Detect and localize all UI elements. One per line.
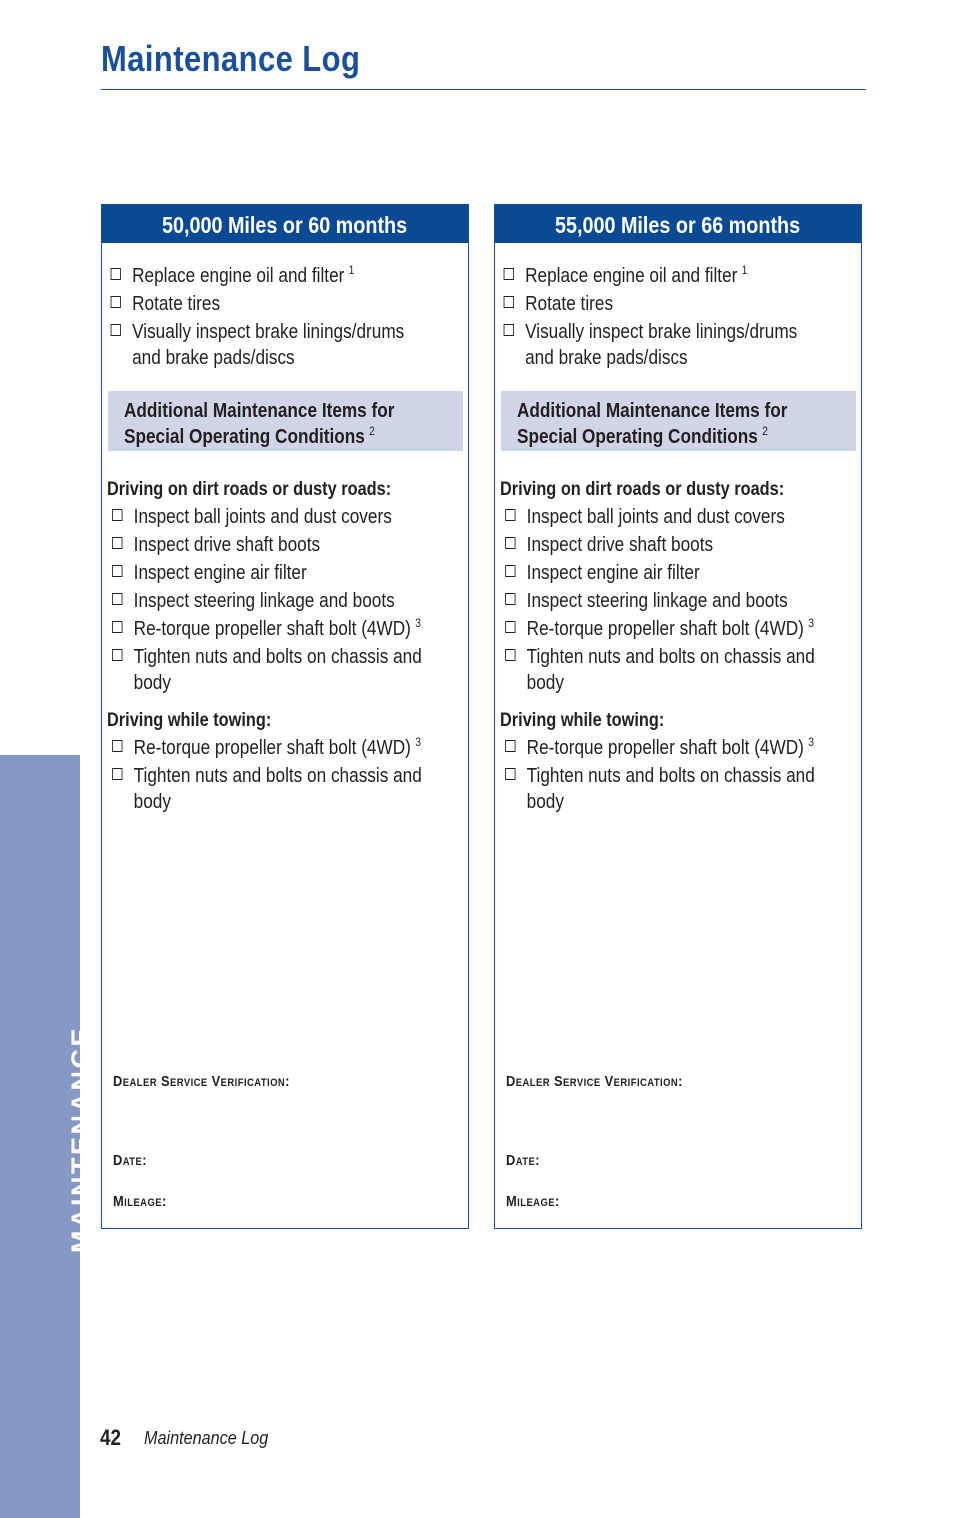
checkbox[interactable] <box>505 537 515 549</box>
checklist-item: Inspect drive shaft boots <box>500 532 853 558</box>
checkbox[interactable] <box>505 649 515 661</box>
panel-header: 55,000 Miles or 66 months <box>495 205 861 243</box>
checklist-item: Re-torque propeller shaft bolt (4WD) $^3$ <box>107 735 460 761</box>
section-heading-dirt-roads: Driving on dirt roads or dusty roads: <box>500 479 785 500</box>
checklist-item: Inspect steering linkage and boots <box>500 588 853 614</box>
page-number: 42 <box>100 1425 122 1450</box>
checklist-item: Re-torque propeller shaft bolt (4WD) $^3$ <box>107 616 460 642</box>
section-heading-towing: Driving while towing: <box>107 710 272 731</box>
dealer-verification-label: Dealer Service Verification: <box>113 1073 290 1090</box>
checkbox[interactable] <box>504 324 514 336</box>
checklist-item: Tighten nuts and bolts on chassis and body <box>107 644 435 696</box>
checkbox[interactable] <box>504 268 514 280</box>
section-heading-dirt-roads: Driving on dirt roads or dusty roads: <box>107 479 392 500</box>
checkbox[interactable] <box>505 509 515 521</box>
checklist-item: Tighten nuts and bolts on chassis and body <box>500 644 828 696</box>
footer-label: Maintenance Log <box>144 1428 269 1448</box>
side-tab-label: MAINTENANCE <box>66 1026 96 1253</box>
checklist-item: Tighten nuts and bolts on chassis and body <box>107 763 435 815</box>
checkbox[interactable] <box>505 740 515 752</box>
checklist-item: Replace engine oil and filter $^1$ <box>105 263 458 289</box>
checklist-item: Inspect drive shaft boots <box>107 532 460 558</box>
checklist-item: Re-torque propeller shaft bolt (4WD) $^3$ <box>500 616 853 642</box>
checklist-item: Tighten nuts and bolts on chassis and body <box>500 763 828 815</box>
dealer-verification-label: Dealer Service Verification: <box>506 1073 683 1090</box>
page-title: Maintenance Log <box>101 38 361 79</box>
checkbox[interactable] <box>504 296 514 308</box>
checklist-item: Replace engine oil and filter $^1$ <box>498 263 851 289</box>
checklist-item: Inspect ball joints and dust covers <box>107 504 460 530</box>
date-label: Date: <box>506 1152 540 1169</box>
checklist-item: Inspect engine air filter <box>107 560 460 586</box>
checklist-item: Inspect ball joints and dust covers <box>500 504 853 530</box>
checkbox[interactable] <box>112 768 122 780</box>
checkbox[interactable] <box>505 768 515 780</box>
checkbox[interactable] <box>505 565 515 577</box>
additional-items-subheading: Special Operating Conditions $^2$ <box>124 424 375 448</box>
service-panel-50000 <box>101 204 469 1229</box>
checkbox[interactable] <box>112 740 122 752</box>
checkbox[interactable] <box>111 296 121 308</box>
title-divider <box>101 89 866 90</box>
panel-header: 50,000 Miles or 60 months <box>102 205 468 243</box>
checkbox[interactable] <box>112 593 122 605</box>
checkbox[interactable] <box>111 324 121 336</box>
section-heading-towing: Driving while towing: <box>500 710 665 731</box>
checkbox[interactable] <box>112 565 122 577</box>
checklist-item: Rotate tires <box>105 291 458 317</box>
checkbox[interactable] <box>505 621 515 633</box>
checkbox[interactable] <box>112 649 122 661</box>
checkbox[interactable] <box>112 509 122 521</box>
checkbox[interactable] <box>505 593 515 605</box>
checklist-item: Visually inspect brake linings/drums and brake pads/discs <box>105 319 424 371</box>
additional-items-box <box>501 391 856 451</box>
checkbox[interactable] <box>112 621 122 633</box>
service-panel-55000 <box>494 204 862 1229</box>
mileage-label: Mileage: <box>506 1193 560 1210</box>
checkbox[interactable] <box>112 537 122 549</box>
additional-items-heading: Additional Maintenance Items for <box>124 400 395 422</box>
checklist-item: Visually inspect brake linings/drums and brake pads/discs <box>498 319 817 371</box>
checklist-item: Rotate tires <box>498 291 851 317</box>
mileage-label: Mileage: <box>113 1193 167 1210</box>
checklist-item: Inspect steering linkage and boots <box>107 588 460 614</box>
date-label: Date: <box>113 1152 147 1169</box>
checkbox[interactable] <box>111 268 121 280</box>
additional-items-subheading: Special Operating Conditions $^2$ <box>517 424 768 448</box>
additional-items-box <box>108 391 463 451</box>
additional-items-heading: Additional Maintenance Items for <box>517 400 788 422</box>
checklist-item: Inspect engine air filter <box>500 560 853 586</box>
checklist-item: Re-torque propeller shaft bolt (4WD) $^3$ <box>500 735 853 761</box>
